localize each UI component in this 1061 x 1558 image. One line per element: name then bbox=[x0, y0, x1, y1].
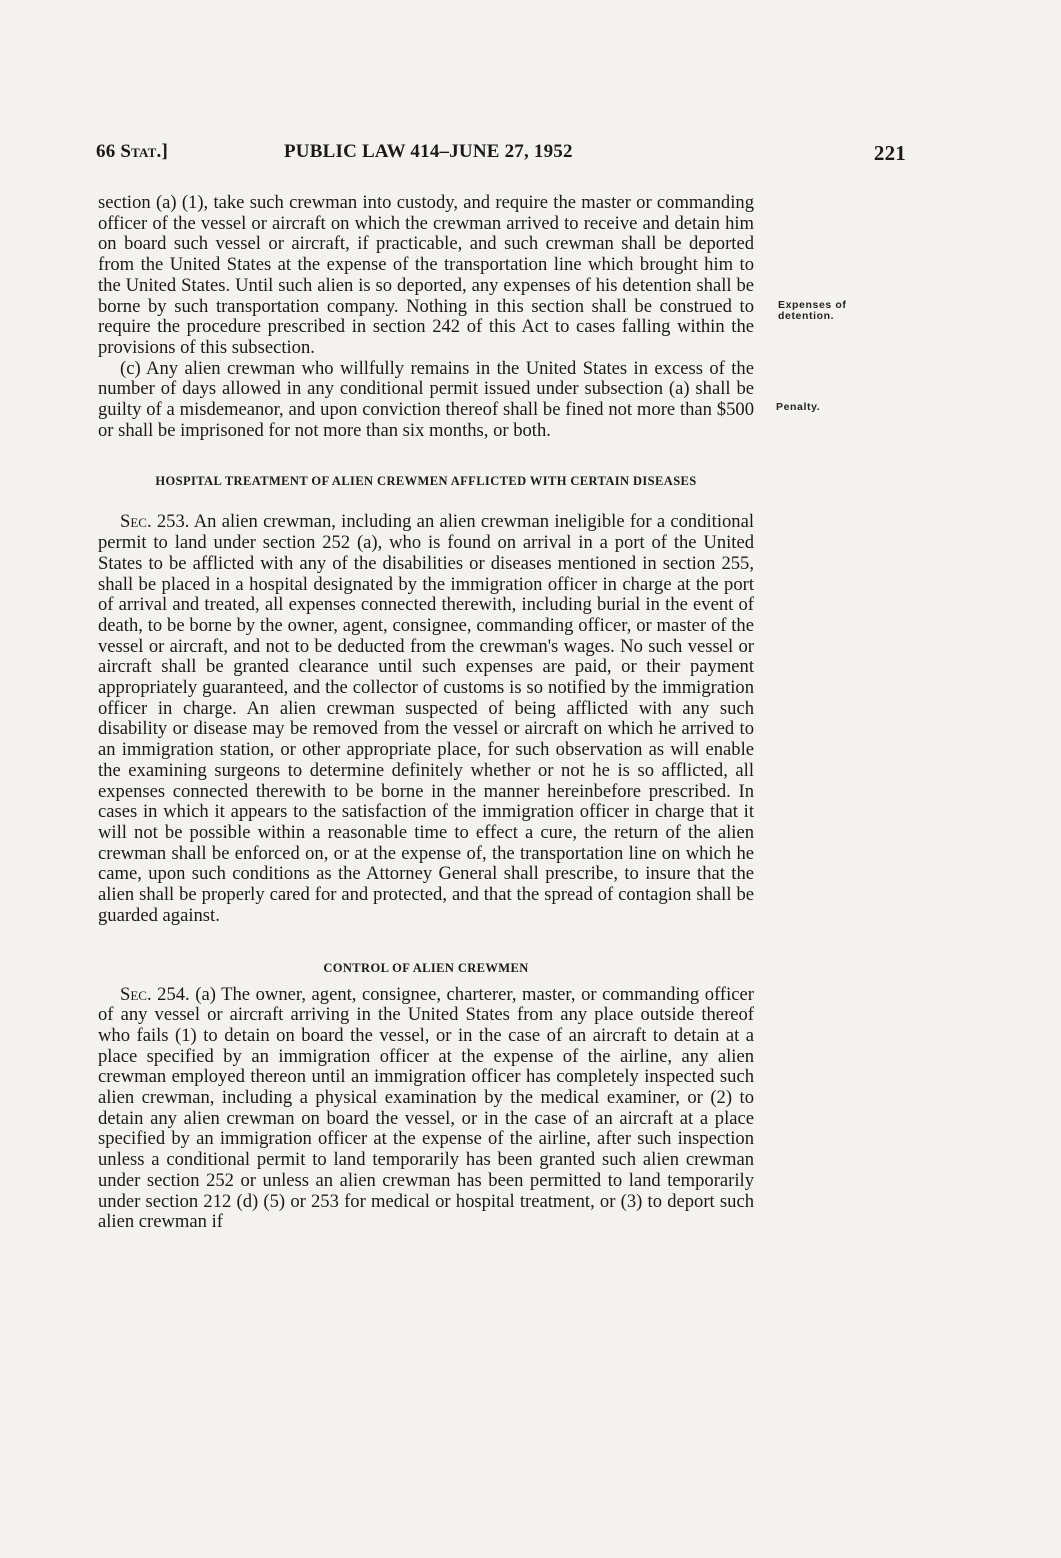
page-number: 221 bbox=[873, 141, 906, 165]
running-header bbox=[96, 141, 906, 169]
section-heading-254: CONTROL OF ALIEN CREWMEN bbox=[323, 960, 529, 975]
section-253-text: An alien crewman, including an alien crewman ineligible for a conditional permit to land under section 252 (a), who is found on arrival in a port of the United States to be afflicted with any of the disabilities or diseases mentioned in section 255, shall be placed in a hospital designated by the immigration officer in charge at the port of arrival and treated, all expenses connected therewith, including burial in the event of death, to be borne by the owner, agent, consignee, commanding officer, or master of the vessel or aircraft, and not to be deducted from the crewman's wages. No such vessel or aircraft shall be granted clearance until such expenses are paid, or their payment appropriately guaranteed, and the collector of customs is so notified by the immigration officer in charge. An alien crewman suspected of being afflicted with any such disability or disease may be removed from the vessel or aircraft on which he arrived to an immigration station, or other appropriate place, for such observation as will enable the examining surgeons to determine definitely whether or not he is so afflicted, all expenses connected therewith to be borne in the manner hereinbefore prescribed. In cases in which it appears to the satisfaction of the immigration officer in charge that it will not be possible within a reasonable time to effect a cure, the return of the alien crewman shall be enforced on, or at the expense of, the transportation line on which he came, upon such conditions as the Attorney General shall prescribe, to insure that the alien shall be properly cared for and protected, and that the spread of contagion shall be guarded against. bbox=[98, 511, 755, 926]
paragraph-subsection-c: (c) Any alien crewman who willfully remains in the United States in excess of the number of days allowed in any conditional permit issued under subsection (a) shall be guilty of a misdemeanor, and upon conviction thereof shall be fined not more than $500 or shall be imprisoned for not more than six months, or both. bbox=[98, 357, 754, 441]
sidenote-expenses: Expenses of detention. bbox=[778, 299, 847, 322]
paragraph-section-254 bbox=[98, 985, 754, 1233]
paragraph-continuation: section (a) (1), take such crewman into custody, and require the master or commanding officer of the vessel or aircraft on which the crewman arrived to receive and detain him on board such vessel or aircraft, if practicable, and such crewman shall be deported from the United States at the expense of the transportation line which brought him to the United States. Until such alien is so deported, any expenses of his detention shall be borne by such transportation company. Nothing in this section shall be construed to require the procedure prescribed in section 242 of this Act to cases falling within the provisions of this subsection. bbox=[98, 192, 754, 358]
section-254-text: (a) The owner, agent, consignee, charterer, master, or commanding officer of any vessel or aircraft arriving in the United States from any place outside thereof who fails (1) to detain on board the vessel, or in the case of an aircraft to detain at a place specified by an immigration officer at the expense of the airline, any alien crewman employed thereon until an immigration officer has completely inspected such alien crewman, including a physical examination by the medical examiner, or (2) to detain any alien crewman on board the vessel, or in the case of an aircraft at a place specified by an immigration officer at the expense of the airline, after such inspection unless a conditional permit to land temporarily has been granted such alien crewman under section 252 or unless an alien crewman has been permitted to land temporarily under section 212 (d) (5) or 253 for medical or hospital treatment, or (3) to deport such alien crewman if bbox=[98, 983, 754, 1233]
section-heading-253: HOSPITAL TREATMENT OF ALIEN CREWMEN AFFLICTED WITH CERTAIN DISEASES bbox=[155, 474, 697, 489]
body-text bbox=[98, 193, 754, 1233]
section-label-253: Sec. 253. bbox=[120, 511, 190, 533]
page-title: PUBLIC LAW 414–JUNE 27, 1952 bbox=[284, 141, 573, 162]
sidenote-penalty: Penalty. bbox=[776, 401, 821, 413]
statute-volume: 66 Stat.] bbox=[96, 141, 168, 162]
section-label-254: Sec. 254. bbox=[120, 983, 190, 1005]
paragraph-section-253 bbox=[98, 512, 754, 926]
